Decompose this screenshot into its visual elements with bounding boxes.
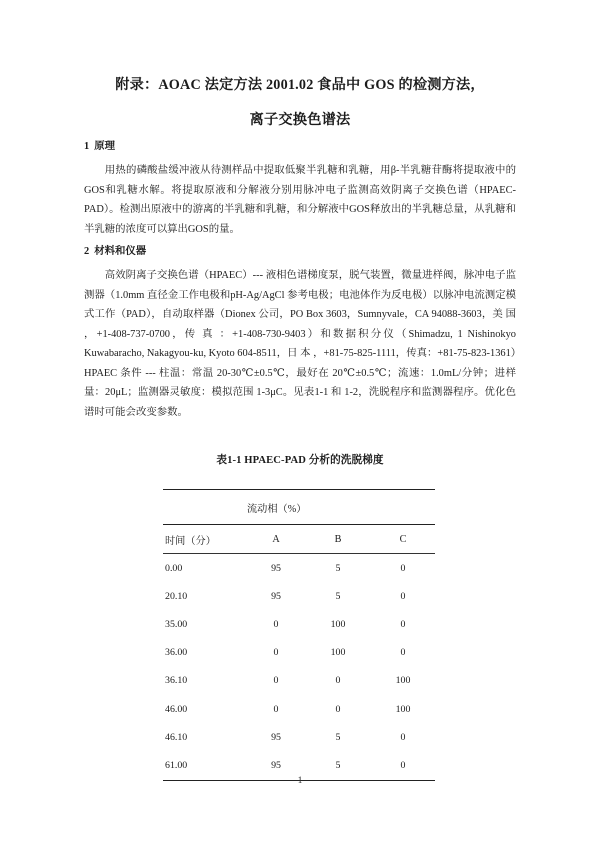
table-row xyxy=(163,639,435,667)
cell-c: 100 xyxy=(395,703,411,715)
column-header-b: B xyxy=(334,533,342,545)
section-heading-2 xyxy=(84,245,516,259)
cell-c: 0 xyxy=(400,731,406,743)
cell-a: 0 xyxy=(273,703,279,715)
cell-a: 95 xyxy=(271,731,281,743)
cell-time: 46.10 xyxy=(165,731,188,743)
cell-c: 0 xyxy=(400,760,406,771)
section-number-2: 2 xyxy=(84,246,90,258)
table-row xyxy=(163,695,435,723)
group-header-mobile-phase: 流动相（%） xyxy=(247,503,307,515)
elution-gradient-table xyxy=(163,489,435,781)
cell-time: 20.10 xyxy=(165,590,188,602)
cell-b: 0 xyxy=(335,675,341,687)
cell-time: 0.00 xyxy=(165,562,183,574)
document-title-line-2: 离子交换色谱法 xyxy=(249,112,351,128)
cell-b: 100 xyxy=(330,619,346,631)
cell-c: 0 xyxy=(400,590,406,602)
cell-time: 61.00 xyxy=(165,760,188,771)
cell-time: 46.00 xyxy=(165,703,188,715)
table-group-header-row xyxy=(163,490,435,525)
cell-c: 100 xyxy=(395,675,411,687)
cell-time: 36.00 xyxy=(165,647,188,659)
section-paragraph-1: 用热的磷酸盐缓冲液从待测样品中提取低聚半乳糖和乳糖，用β-半乳糖苷酶将提取液中的GOS和乳糖水解。将提取原液和分解液分别用脉冲电子监测高效阴离子交换色谱（HPAEC-PAD）。检测出原液中的游离的半乳糖和乳糖，和分解液中GOS释放出的半乳糖总量，从乳糖和半乳糖的浓度可以算出GOS的量。 xyxy=(84,165,516,235)
group-header-spacer xyxy=(163,490,247,525)
cell-a: 95 xyxy=(271,562,281,574)
cell-a: 0 xyxy=(273,675,279,687)
cell-b: 0 xyxy=(335,703,341,715)
table-caption: 表1-1 HPAEC-PAD 分析的洗脱梯度 xyxy=(216,455,384,467)
section-number-1: 1 xyxy=(84,141,90,152)
table-row xyxy=(163,554,435,582)
section-heading-1 xyxy=(84,140,516,154)
cell-b: 5 xyxy=(335,590,341,602)
table-row xyxy=(163,667,435,695)
table-column-header-row xyxy=(163,525,435,554)
table-container xyxy=(84,489,516,781)
cell-a: 95 xyxy=(271,590,281,602)
page-number: 1 xyxy=(297,775,303,786)
column-header-time: 时间（分） xyxy=(165,535,216,547)
cell-b: 100 xyxy=(330,647,346,659)
cell-b: 5 xyxy=(335,760,341,771)
column-header-a: A xyxy=(272,533,280,545)
document-title-line-1: 附录：AOAC 法定方法 2001.02 食品中 GOS 的检测方法， xyxy=(115,77,485,93)
page-title xyxy=(84,0,516,131)
table-row xyxy=(163,610,435,638)
table-row xyxy=(163,723,435,751)
section-paragraph-2: 高效阴离子交换色谱（HPAEC）--- 液相色谱梯度泵，脱气装置，微量进样阀，脉冲电子监测器（1.0mm 直径金工作电极和pH-Ag/AgCl 参考电极；电池体作为反电极）以脉冲电流测定模式工作（PAD），自动取样器（Dionex 公司，PO Box 3603，Sumnyvale，CA 94088-3603，美 国 ，+1-408-737-0700，传 真 ：+1-408-730-9403）和数据积分仪（Shimadzu, 1 Nishinokyo Kuwabaracho, Nakagyou-ku, Kyoto 604-8511，日 本 ，+81-75-825-1111，传真：+81-75-823-1361）HPAEC 条件 --- 柱温：常温 20-30℃±0.5℃，最好在 20℃±0.5℃；流速：1.0mL/分钟；进样量：20μL；监测器灵敏度：模拟范围 1-3μC。见表1-1 和 1-2，洗脱程序和监测器程序。优化色谱时可能会改变参数。 xyxy=(84,270,516,418)
spacer xyxy=(84,154,516,161)
spacer xyxy=(84,259,516,266)
cell-time: 36.10 xyxy=(165,675,188,687)
table-row xyxy=(163,582,435,610)
cell-b: 5 xyxy=(335,562,341,574)
cell-a: 0 xyxy=(273,619,279,631)
cell-time: 35.00 xyxy=(165,619,188,631)
cell-c: 0 xyxy=(400,562,406,574)
column-header-c: C xyxy=(399,533,407,545)
cell-a: 95 xyxy=(271,760,281,771)
section-title-1: 原理 xyxy=(94,141,115,152)
spacer xyxy=(84,131,516,140)
page-content xyxy=(84,0,516,781)
section-title-2: 材料和仪器 xyxy=(94,246,147,258)
cell-a: 0 xyxy=(273,647,279,659)
cell-c: 0 xyxy=(400,647,406,659)
cell-b: 5 xyxy=(335,731,341,743)
cell-c: 0 xyxy=(400,619,406,631)
